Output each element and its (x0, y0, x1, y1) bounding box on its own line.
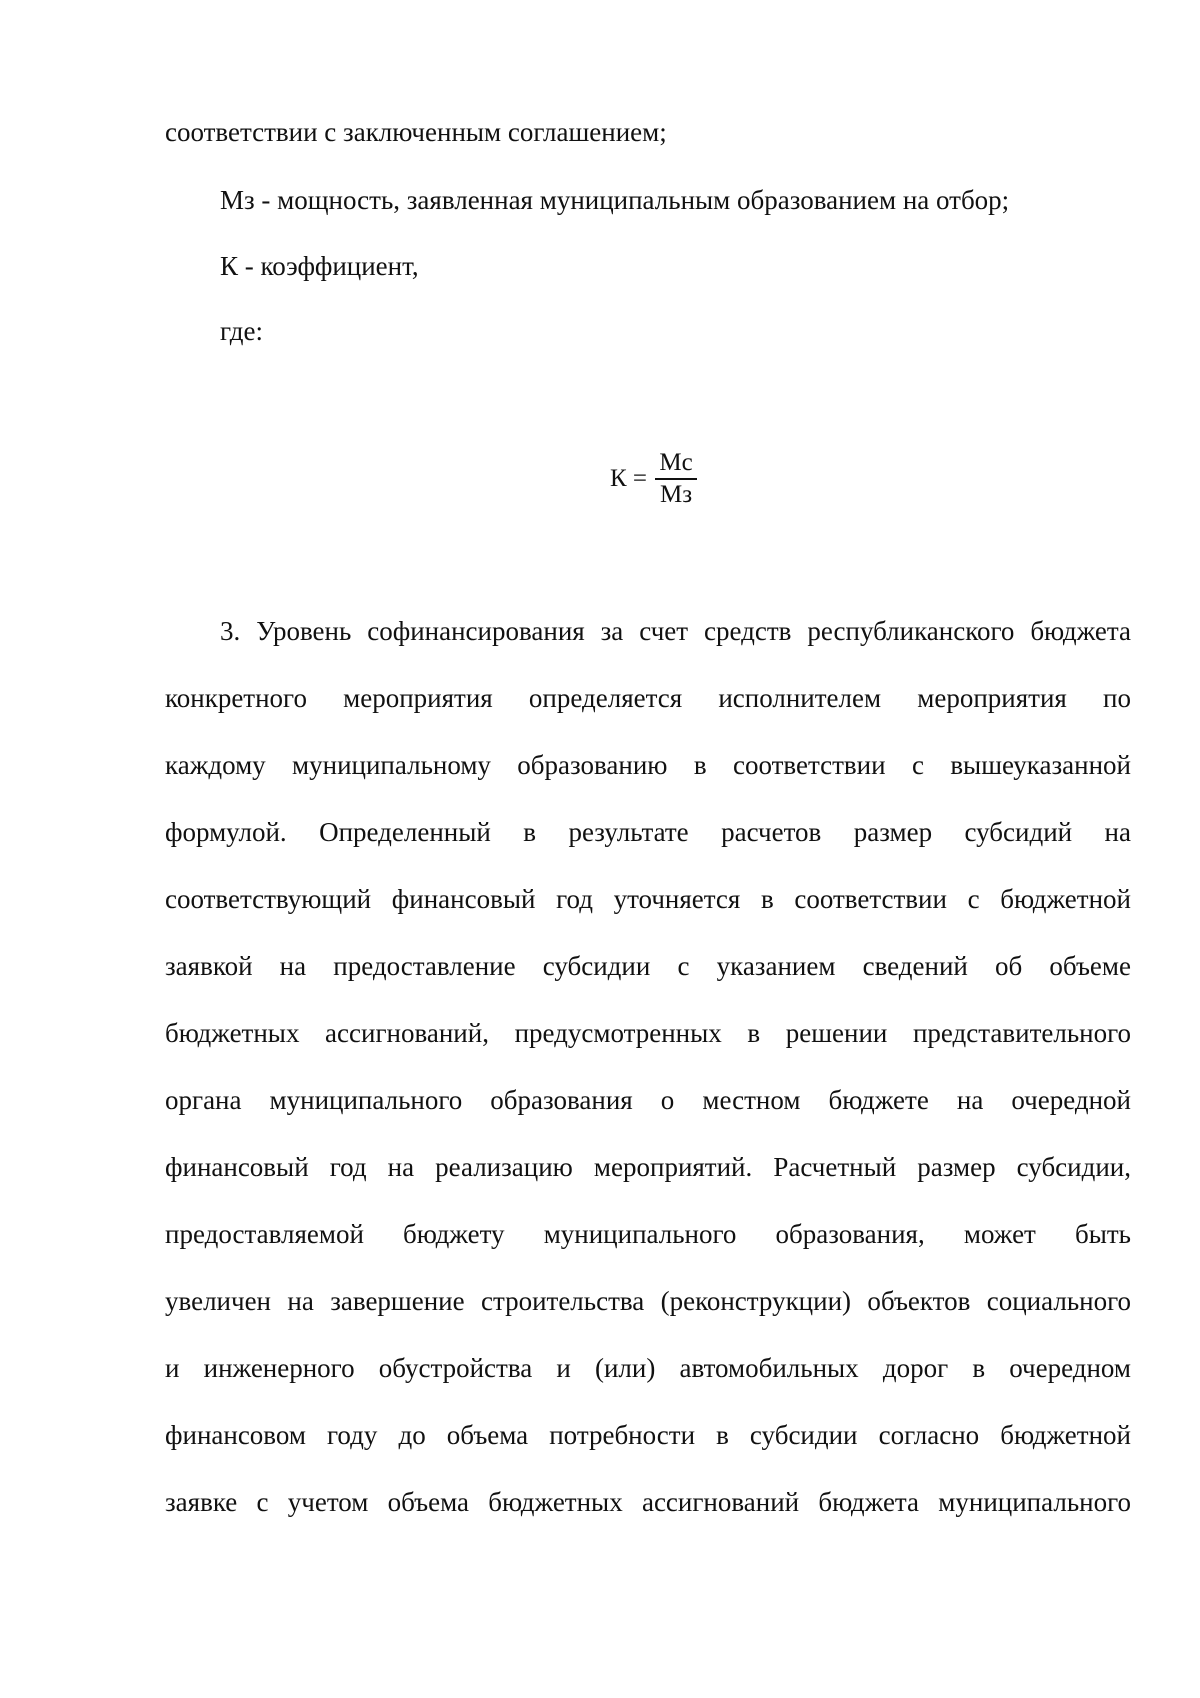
paragraph-line: 3. Уровень софинансирования за счет средств республиканского бюджета (220, 616, 1131, 646)
paragraph-line: финансовом году до объема потребности в субсидии согласно бюджетной (165, 1420, 1131, 1450)
formula-fraction (653, 448, 699, 510)
paragraph-line: бюджетных ассигнований, предусмотренных в решении представительного (165, 1018, 1131, 1048)
paragraph-line: каждому муниципальному образованию в соответствии с вышеуказанной (165, 750, 1131, 780)
paragraph-line: и инженерного обустройства и (или) автомобильных дорог в очередном (165, 1353, 1131, 1383)
paragraph-line: соответствующий финансовый год уточняется в соответствии с бюджетной (165, 884, 1131, 914)
text-line: соответствии с заключенным соглашением; (165, 117, 667, 147)
paragraph-line: увеличен на завершение строительства (реконструкции) объектов социального (165, 1286, 1131, 1316)
formula-denominator: Мз (659, 480, 693, 508)
paragraph-line: органа муниципального образования о местном бюджете на очередной (165, 1085, 1131, 1115)
formula-lhs: К = (610, 464, 648, 492)
paragraph-line: финансовый год на реализацию мероприятий. Расчетный размер субсидии, (165, 1152, 1131, 1182)
formula-numerator: Мс (659, 449, 693, 476)
paragraph-line: предоставляемой бюджету муниципального образования, может быть (165, 1219, 1131, 1249)
text-line: где: (220, 316, 263, 346)
paragraph-line: заявке с учетом объема бюджетных ассигнований бюджета муниципального (165, 1487, 1131, 1517)
paragraph-line: конкретного мероприятия определяется исполнителем мероприятия по (165, 683, 1131, 713)
paragraph-line: заявкой на предоставление субсидии с указанием сведений об объеме (165, 951, 1131, 981)
coefficient-formula (610, 448, 699, 510)
text-line: Мз - мощность, заявленная муниципальным образованием на отбор; (220, 185, 1010, 215)
paragraph-line: формулой. Определенный в результате расчетов размер субсидий на (165, 817, 1131, 847)
text-line: К - коэффициент, (220, 251, 419, 281)
